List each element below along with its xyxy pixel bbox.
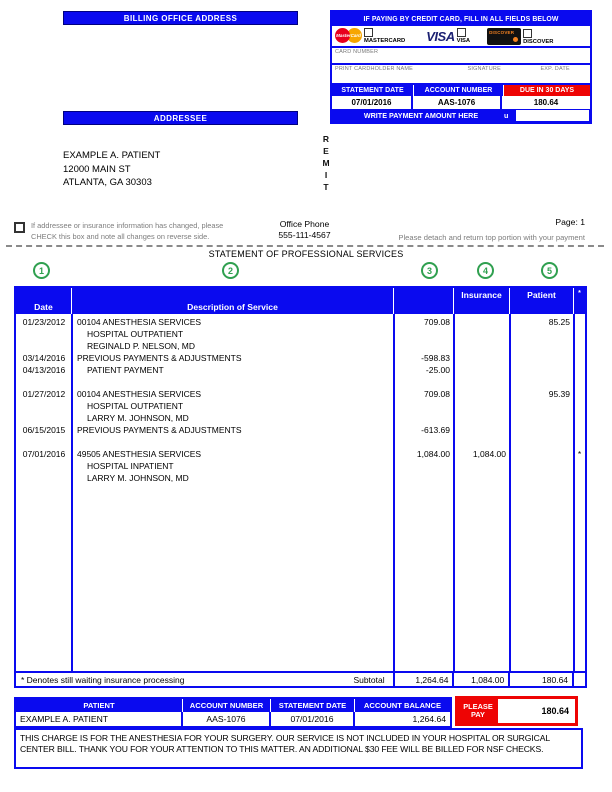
cell-desc: LARRY M. JOHNSON, MD: [87, 413, 189, 423]
cell-date: [16, 460, 72, 472]
cell-insurance: [454, 412, 510, 424]
cell-patient: [510, 400, 574, 412]
discover-group: [487, 28, 553, 45]
cell-date: 03/14/2016: [22, 353, 66, 363]
account-number-header: ACCOUNT NUMBER: [413, 85, 503, 96]
service-line: [16, 340, 585, 352]
credit-card-header: IF PAYING BY CREDIT CARD, FILL IN ALL FIELDS BELOW: [332, 12, 590, 26]
account-number-value: AAS-1076: [413, 96, 502, 109]
cell-insurance: [454, 388, 510, 400]
due-in-30-days-header: DUE IN 30 DAYS: [503, 85, 590, 96]
service-line: [16, 316, 585, 328]
subtotal-flag: [572, 673, 585, 686]
service-table-header: [16, 288, 585, 314]
account-summary-table: [14, 697, 452, 728]
cell-amount: [394, 412, 454, 424]
visa-label: VISA: [456, 38, 471, 44]
detach-note: Please detach and return top portion with your payment: [398, 233, 585, 242]
cell-patient: [510, 448, 574, 460]
cell-desc: HOSPITAL OUTPATIENT: [87, 329, 184, 339]
cell-flag: [574, 460, 585, 472]
subtotal-insurance: 1,084.00: [452, 673, 508, 686]
cell-insurance: [454, 328, 510, 340]
cell-date: 04/13/2016: [22, 365, 66, 375]
column-divider: [71, 314, 73, 671]
column-divider: [393, 314, 395, 671]
cell-amount: -25.00: [425, 365, 450, 375]
visa-logo-icon: VISA: [426, 29, 455, 44]
cardholder-name-label: PRINT CARDHOLDER NAME: [335, 66, 414, 72]
cell-insurance: 1,084.00: [472, 449, 506, 459]
write-payment-row: [332, 109, 590, 122]
column-marker-2: 2: [222, 262, 239, 279]
summary-account-number-value: AAS-1076: [183, 712, 271, 726]
address-line: 12000 MAIN ST: [63, 163, 131, 175]
col-header-insurance: Insurance: [454, 288, 510, 314]
cell-patient: [510, 352, 574, 364]
office-phone-number: 555-111-4567: [278, 230, 331, 240]
cell-patient: [510, 460, 574, 472]
payment-amount-input[interactable]: [516, 110, 589, 121]
statement-info-value-row: [332, 96, 590, 109]
perforation-line: [6, 245, 604, 247]
cell-desc: PREVIOUS PAYMENTS & ADJUSTMENTS: [77, 353, 242, 363]
discover-label: DISCOVER: [523, 38, 554, 45]
billing-office-address-banner: BILLING OFFICE ADDRESS: [63, 11, 298, 25]
please-pay-label: PLEASE PAY: [463, 701, 493, 719]
cell-insurance: [454, 460, 510, 472]
cell-desc: LARRY M. JOHNSON, MD: [87, 473, 189, 483]
credit-card-box: [330, 10, 592, 124]
cell-amount: [394, 400, 454, 412]
column-divider: [573, 314, 575, 671]
cell-desc: HOSPITAL INPATIENT: [87, 461, 174, 471]
mastercard-group: [335, 28, 405, 44]
cell-patient: [510, 412, 574, 424]
service-line: [16, 460, 585, 472]
cell-patient: [510, 364, 574, 376]
insurance-footnote: * Denotes still waiting insurance processing: [21, 674, 185, 685]
cell-flag: [574, 316, 585, 328]
service-line-spacer: [16, 436, 585, 448]
col-header-date: Date: [16, 288, 72, 314]
summary-account-balance-value: 1,264.64: [412, 714, 446, 724]
remit-vertical-label: R E M I T: [322, 134, 330, 192]
cell-patient: [510, 328, 574, 340]
service-line: [16, 412, 585, 424]
exp-date-label: EXP. DATE: [540, 66, 570, 72]
cell-insurance: [454, 316, 510, 328]
cell-flag: [574, 328, 585, 340]
cell-patient: 95.39: [548, 389, 570, 399]
subtotal-patient: 180.64: [508, 673, 572, 686]
service-line: [16, 472, 585, 484]
please-pay-amount: 180.64: [498, 699, 575, 723]
summary-statement-date-value: 07/01/2016: [271, 712, 355, 726]
discover-checkbox[interactable]: [523, 29, 532, 38]
cell-amount: -613.69: [421, 425, 450, 435]
billing-message-box: THIS CHARGE IS FOR THE ANESTHESIA FOR YOUR SURGERY. OUR SERVICE IS NOT INCLUDED IN YOUR HOSPITAL OR SURGICAL CENTER BILL. THANK YOU FOR YOUR ATTENTION TO THIS MATTER. AN ADDITIONAL $30 FEE WILL BE BILLED FOR NSF CHECKS.: [14, 728, 583, 769]
cell-desc: HOSPITAL OUTPATIENT: [87, 401, 184, 411]
cardholder-field-row[interactable]: [332, 63, 590, 83]
cell-date: 01/23/2012: [22, 317, 66, 327]
statement-date-value: 07/01/2016: [332, 96, 413, 109]
service-table-body: [16, 314, 585, 671]
column-marker-4: 4: [477, 262, 494, 279]
addressee-banner: ADDRESSEE: [63, 111, 298, 125]
subtotal-amount: 1,264.64: [393, 673, 453, 686]
cell-flag: [574, 388, 585, 400]
cell-desc: 00104 ANESTHESIA SERVICES: [77, 317, 202, 327]
cell-date: [16, 412, 72, 424]
visa-checkbox[interactable]: [457, 28, 466, 37]
address-line: EXAMPLE A. PATIENT: [63, 150, 161, 161]
cell-date: [16, 400, 72, 412]
address-change-note: If addressee or insurance information has changed, please CHECK this box and note all changes on reverse side.: [31, 221, 224, 241]
column-marker-5: 5: [541, 262, 558, 279]
cell-desc: 49505 ANESTHESIA SERVICES: [77, 449, 202, 459]
card-type-row: [332, 26, 590, 46]
amount-due-value: 180.64: [533, 98, 559, 107]
cell-amount: 709.08: [424, 317, 450, 327]
cell-amount: [394, 472, 454, 484]
card-number-label: CARD NUMBER: [335, 49, 379, 55]
cell-amount: [394, 340, 454, 352]
cell-insurance: [454, 352, 510, 364]
statement-info-header-row: [332, 83, 590, 96]
cell-flag: [574, 424, 585, 436]
office-phone-block: [247, 219, 362, 241]
subtotal-label: Subtotal: [353, 674, 385, 685]
cell-insurance: [454, 400, 510, 412]
cell-flag: [574, 340, 585, 352]
visa-group: [426, 28, 470, 44]
cell-date: [16, 328, 72, 340]
statement-title: STATEMENT OF PROFESSIONAL SERVICES: [208, 249, 404, 259]
cell-flag: [574, 412, 585, 424]
service-table: [14, 286, 587, 688]
col-header-flag: *: [578, 290, 581, 297]
column-divider: [453, 314, 455, 671]
card-number-field[interactable]: [332, 46, 590, 63]
summary-header-row: [16, 699, 450, 712]
mastercard-checkbox[interactable]: [364, 28, 373, 37]
mastercard-logo-icon: MasterCard: [335, 28, 362, 44]
service-line: [16, 364, 585, 376]
service-line: [16, 352, 585, 364]
office-phone-label: Office Phone: [279, 219, 330, 229]
service-line: [16, 424, 585, 436]
cell-insurance: [454, 472, 510, 484]
cell-desc: PREVIOUS PAYMENTS & ADJUSTMENTS: [77, 425, 242, 435]
mastercard-label: MASTERCARD: [364, 38, 406, 44]
cell-insurance: [454, 364, 510, 376]
service-line: [16, 388, 585, 400]
col-header-amount: [394, 288, 454, 314]
cell-desc: PATIENT PAYMENT: [87, 365, 164, 375]
address-line: ATLANTA, GA 30303: [63, 177, 152, 188]
discover-logo-icon: DISCOVER: [487, 28, 521, 45]
patient-address-block: [63, 149, 160, 190]
cell-flag: [574, 400, 585, 412]
payment-arrow-icon: u: [504, 111, 509, 120]
summary-patient-header: PATIENT: [16, 699, 183, 712]
page-number: Page: 1: [555, 217, 585, 227]
cell-insurance: [454, 424, 510, 436]
cell-flag: [574, 364, 585, 376]
service-line: [16, 328, 585, 340]
statement-date-header: STATEMENT DATE: [332, 85, 413, 96]
cell-flag: [574, 352, 585, 364]
cell-date: 06/15/2015: [22, 425, 66, 435]
cell-flag: [574, 472, 585, 484]
cell-flag: *: [577, 449, 582, 459]
summary-patient-value: EXAMPLE A. PATIENT: [16, 712, 183, 726]
cell-amount: 709.08: [424, 389, 450, 399]
cell-amount: 1,084.00: [416, 449, 450, 459]
col-header-description: Description of Service: [72, 288, 394, 314]
address-change-checkbox[interactable]: [14, 222, 25, 233]
cell-patient: [510, 340, 574, 352]
cell-date: 01/27/2012: [22, 389, 66, 399]
cell-desc: 00104 ANESTHESIA SERVICES: [77, 389, 202, 399]
cell-date: [16, 472, 72, 484]
cell-patient: [510, 472, 574, 484]
service-line: [16, 400, 585, 412]
service-line: [16, 448, 585, 460]
summary-account-number-header: ACCOUNT NUMBER: [183, 699, 271, 712]
summary-value-row: [16, 712, 450, 726]
column-marker-3: 3: [421, 262, 438, 279]
service-line-spacer: [16, 376, 585, 388]
column-marker-1: 1: [33, 262, 50, 279]
cell-desc: REGINALD P. NELSON, MD: [87, 341, 196, 351]
cell-patient: 85.25: [548, 317, 570, 327]
col-header-patient: Patient: [510, 288, 574, 314]
cell-amount: -598.83: [421, 353, 450, 363]
cell-date: [16, 340, 72, 352]
cell-patient: [510, 424, 574, 436]
column-divider: [509, 314, 511, 671]
signature-label: SIGNATURE: [467, 66, 501, 72]
please-pay-box: [455, 696, 578, 726]
summary-account-balance-header: ACCOUNT BALANCE: [363, 701, 442, 710]
cell-date: 07/01/2016: [22, 449, 66, 459]
summary-statement-date-header: STATEMENT DATE: [271, 699, 355, 712]
subtotal-row: [16, 671, 585, 686]
cell-amount: [394, 460, 454, 472]
cell-insurance: [454, 340, 510, 352]
write-payment-label: WRITE PAYMENT AMOUNT HERE: [363, 111, 479, 120]
cell-amount: [394, 328, 454, 340]
